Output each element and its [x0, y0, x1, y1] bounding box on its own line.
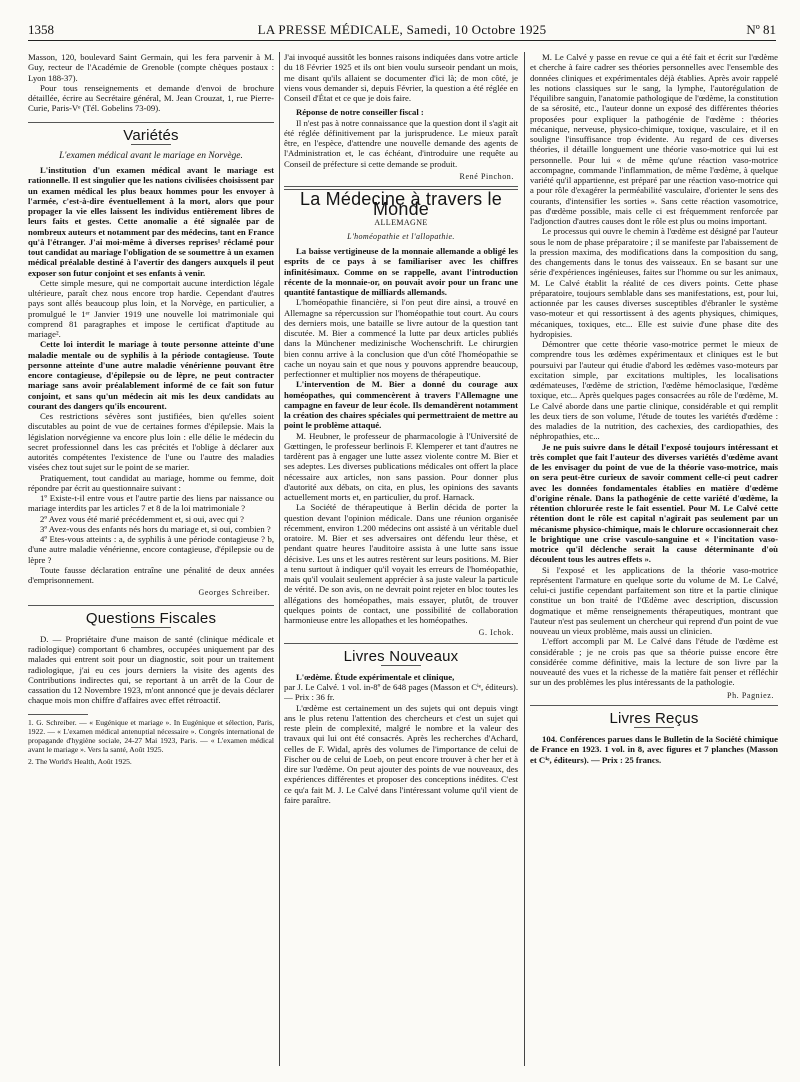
- paragraph: Pour tous renseignements et demande d'envoi de brochure détaillée, écrire au Secrétaire général, M. Jean Crouzat, 1, rue Pierre-Curie, Paris-Vᵉ (Tél. Gobelins 73-09).: [28, 82, 274, 114]
- section-title-varietes: Variétés: [123, 126, 179, 144]
- paragraph: Toute fausse déclaration entraîne une pénalité de deux années d'emprisonnement.: [28, 564, 274, 585]
- page-number: 1358: [28, 22, 54, 37]
- column-divider: [279, 52, 280, 1066]
- paragraph: D. — Propriétaire d'une maison de santé (clinique médicale et radiologique) comportant 6 chambres, occupées uniquement par des malades qui entrent soit pour un diagnostic, soit pour un traitement radiologique, j'ai eu ces jours derniers la visite des agents des Contributions indirectes qui, se reportant à un arrêt de la Cour de cassation du 12 Novembre 1923, m'ont annoncé que je devais déclarer chaque mois mon chiffre d'affaires avec effet rétroactif.: [28, 633, 274, 706]
- column-2: [284, 52, 518, 1076]
- title-rule: [131, 627, 171, 628]
- paragraph: L'intervention de M. Bier a donné du courage aux homéopathes, qui commencèrent à travers l'Allemagne une campagne en faveur de leur école. Ils demandèrent notamment la création des chaires spéciales qui permettraient de mettre au point le problème attaqué.: [284, 379, 518, 431]
- issue-number: Nº 81: [746, 22, 776, 37]
- paragraph: L'homéopathie financière, si l'on peut dire ainsi, a trouvé en Allemagne sa répercussion sur l'homéopathie tout court. Au cours des derniers mois, une bataille se livre autour de la question tant discutée. M. Bier a commencé la lutte par deux articles publiés dans la Münchener medizinische Wochenschrift. Le chirurgien bien connu arrive à la conclusion que d'un côté l'homéopathie se cache un noyau sain et que nous y pouvons apprendre beaucoup, perfectionner et multiplier nos moyens de thérapeutique.: [284, 297, 518, 379]
- footnote: 2. The World's Health, Août 1925.: [28, 756, 132, 766]
- paragraph: L'effort accompli par M. Le Calvé dans l'étude de l'œdème est considérable ; je ne crois pas que sa théorie puisse encore être considérée comme définitive, mais la lecture de son livre par la nouveauté des vues et la richesse de la matière fait penser et réfléchir sur un des problèmes les plus intéressants de la pathologie.: [530, 636, 778, 688]
- paragraph: La baisse vertigineuse de la monnaie allemande a obligé les esprits de ce pays à se familiariser avec les chiffres infinitésimaux. Comme on se rappelle, avant l'introduction récente de la monnaie-or, on pouvait avoir pour un franc une quantité fantastique de milliards allemands.: [284, 246, 518, 297]
- paragraph: Pratiquement, tout candidat au mariage, homme ou femme, doit répondre par écrit au questionnaire suivant :: [28, 472, 274, 493]
- paragraph: Si l'exposé et les applications de la théorie vaso-motrice représentent l'armature en quelque sorte du volume de M. Le Calvé, celui-ci justifie cependant parfaitement son titre et la partie clinique constitue un bon traité de l'Œdème avec description, discussion dogmatique et même renseignements thérapeutiques, montrant que l'auteur n'est pas seulement un chercheur qui reprend d'un point de vue nouveau un vieux problème, mais aussi un clinicien.: [530, 564, 778, 636]
- paragraph: L'œdème est certainement un des sujets qui ont depuis vingt ans le plus retenu l'attention des chercheurs et c'est un sujet qui reste plein de complexité, malgré le nombre et la valeur des travaux qui lui ont été consacrés. Après les recherches d'Achard, celles de F. Widal, après des volumes de l'importance de celui de Fischer ou de celui de Loeb, on peut encore trouver à cher her et à dire sur l'œdème. On peut ajouter des points de vue nouveaux, des expériences différentes et proposer des conceptions inédites. C'est ce qu'a fait M. J. Le Calvé dans l'intéressant volume qu'il vient de faire paraître.: [284, 702, 518, 805]
- paragraph: Il n'est pas à notre connaissance que la question dont il s'agit ait été réglée définitivement par la jurisprudence. Le mieux paraît être, en l'espèce, d'attendre une nouvelle demande des agents de l'Administration et, le cas échéant, d'introduire une requête au Conseil de préfecture si cette demande se produit.: [284, 117, 518, 169]
- article-subtitle: L'examen médical avant le mariage en Norvège.: [59, 150, 243, 161]
- section-rule: [28, 605, 274, 606]
- paragraph: Je ne puis suivre dans le détail l'exposé toujours intéressant et très complet que fait l'auteur des diverses variétés d'œdème avant de les envisager du point de vue de la théorie vaso-motrice, mais on sera peut-être curieux de savoir comment celle-ci peut cadrer avec les données fondamentales établies en matière d'œdème d'origine rénale. Dans la pathogénie de cette variété d'œdème, la rétention chlorurée reste le fait essentiel. Pour M. Le Calvé cette rétention dont le rôle est capital n'agirait pas seulement par un mécanisme physico-chimique, mais le chlorure occasionnerait chez le brightique une crise vasculo-sanguine et « l'incitation vaso-motrice qu'il déclenche serait la cause déterminante d'où découlent tous les autres effets ».: [530, 441, 778, 565]
- title-rule: [381, 665, 421, 666]
- column-3: [530, 52, 778, 1076]
- column-divider: [524, 52, 525, 1066]
- paragraph: Masson, 120, boulevard Saint Germain, qui les fera parvenir à M. Guy, recteur de l'Académie de Grenoble (compte chèques postaux : Lyon 188-37).: [28, 52, 274, 83]
- paragraph: Démontrer que cette théorie vaso-motrice permet le mieux de comprendre tous les œdèmes expérimentaux et cliniques est le but poursuivi par l'auteur qui étudie d'abord les œdèmes vaso-moteurs par excitation simple, par excitations multiples, les localisations œdémateuses, l'œdème de striction, l'œdème hémoclasique, l'œdème toxique, etc... Après quelques pages consacrées au rôle de l'œdème, M. Le Calvé aborde dans une partie clinique, considérable et qui remplit les deux tiers de son volume, l'étude de toutes les variétés d'œdème : des maladies de la nutrition, des cachexies, des cardiopathies, des néphropathies, etc...: [530, 339, 778, 442]
- paragraph: Cette loi interdit le mariage à toute personne atteinte d'une maladie mentale ou de syphilis à la période contagieuse. Toute personne atteinte d'une autre maladie vénérienne pouvant être encore contagieuse, d'épilepsie ou de lèpre, ne peut contracter mariage sans avoir préalablement informé de ce fait son futur conjoint, et sans qu'un médecin ait mis les deux candidats au courant des dangers qu'ils encourent.: [28, 339, 274, 411]
- section-title-recus: Livres Reçus: [609, 709, 699, 727]
- signature: G. Ichok.: [478, 628, 514, 638]
- section-title-medecine: La Médecine à travers le Monde: [300, 189, 502, 220]
- paragraph: M. Heubner, le professeur de pharmacologie à l'Université de Gœttingen, le professeur berlinois F. Klemperer et tant d'autres ne tardèrent pas à engager une lutte assez violente contre M. Bier et ses adeptes. Les diverses publications médicales ont offert la place nécessaire aux articles, non sans passion. Pour donner plus d'autorité aux débats, on cita, en plus, les opinions des savants actuellement morts et, en particulier, du prof. Harnack.: [284, 430, 518, 502]
- title-rule: [131, 144, 171, 145]
- page-header: [28, 18, 776, 41]
- footnote: 1. G. Schreiber. — « Eugénique et mariage ». In Eugénique et sélection, Paris, 1922. — « L'examen médical antenuptial nécessaire ». Congrès international de propagande d'hygiène sociale, 24-27 Mai 1923, Paris. — « L'examen médical avant le mariage ». Vers la santé, Août 1925.: [28, 717, 274, 754]
- signature: Georges Schreiber.: [198, 588, 270, 598]
- section-rule: [284, 186, 518, 187]
- publication-title: LA PRESSE MÉDICALE, Samedi, 10 Octobre 1925: [257, 22, 547, 37]
- title-rule: [634, 727, 674, 728]
- paragraph: J'ai invoqué aussitôt les bonnes raisons indiquées dans votre article du 18 Février 1925 et ils ont bien voulu surseoir pendant un mois, me disant qu'ils allaient se documenter d'ici là; de mon côté, je viens vous demander si, depuis Février, la question a été réglée en Conseil d'État et ce que je dois faire.: [284, 52, 518, 103]
- section-title-fiscales: Questions Fiscales: [85, 609, 217, 627]
- country-label: ALLEMAGNE: [374, 217, 428, 227]
- paragraph: 1º Existe-t-il entre vous et l'autre partie des liens par naissance ou mariage interdits par les articles 7 et 8 de la loi matrimoniale ?: [28, 493, 274, 514]
- paragraph: Le processus qui ouvre le chemin à l'œdème est désigné par l'auteur sous le nom de phase préparatoire ; il se manifeste par l'abaissement de la pression maxima, des modifications dans la composition du sang, des changements dans le tonus des vaisseaux. En se basant sur une série d'expériences ingénieuses, faites sur l'homme ou sur les animaux, M. Le Calvé établit la réalité de ces divers points. Cette phase préparatoire, toujours semblable dans ses manifestations, est, pour lui, actionnée par les causes diverses susceptibles d'ébranler le système vaso-moteur et qui ressortissent à des agents physiques, chimiques, mécaniques, toxiques, etc... Elle est suivie d'une phase dite des hydropisies.: [530, 226, 778, 339]
- paragraph: Cette simple mesure, qui ne comportait aucune interdiction légale ultérieure, paraît chez nous encore trop hardie. Cependant d'autres pays sont allés beaucoup plus loin, et la Norvège, en particulier, a promulgué le 1ᵉʳ Janvier 1919 une nouvelle loi matrimoniale qui comprend 81 paragraphes et impose le certificat d'aptitude au mariage².: [28, 277, 274, 339]
- paragraph: L'institution d'un examen médical avant le mariage est rationnelle. Il est singulier que les nations civilisées choisissent par un examen médical les plus beaux hommes pour les envoyer à l'armée, c'est-à-dire éventuellement à la mort, alors que pour propager la vie elles laissent les individus entièrement libres de leurs faits et gestes. Cette anomalie a été signalée par de nombreux auteurs et notamment par des médecins, tant en France qu'à l'étranger. J'ai moi-même à diverses reprises¹ réclamé pour tout candidat au mariage l'obligation de se soumettre à un examen médical préalable destiné à l'avertir des dangers auxquels il peut exposer son futur conjoint et ses enfants à venir.: [28, 165, 274, 278]
- article-subtitle: L'homéopathie et l'allopathie.: [347, 231, 455, 241]
- section-rule: [530, 705, 778, 706]
- section-title-livres: Livres Nouveaux: [343, 647, 459, 665]
- received-entry: 104. Conférences parues dans le Bulletin de la Société chimique de France en 1923. 1 vol. in 8, avec figures et 7 planches (Masson et Cⁱᵉ, éditeurs). — Prix : 25 francs.: [530, 734, 778, 765]
- section-rule: [28, 122, 274, 123]
- reply-label: Réponse de notre conseiller fiscal :: [296, 107, 424, 118]
- paragraph: 2º Avez vous été marié précédemment et, si oui, avec qui ?: [40, 513, 244, 524]
- signature: René Pinchon.: [459, 171, 514, 181]
- section-rule: [284, 643, 518, 644]
- book-meta: par J. Le Calvé. 1 vol. in-8º de 648 pages (Masson et Cⁱᵉ, éditeurs). — Prix : 36 fr.: [284, 682, 518, 703]
- column-1: [28, 52, 274, 1076]
- paragraph: 4º Etes-vous atteints : a, de syphilis à une période contagieuse ? b, d'une autre maladie vénérienne, encore contagieuse, d'épilepsie ou de lèpre ?: [28, 534, 274, 565]
- paragraph: Ces restrictions sévères sont justifiées, bien qu'elles soient discutables au point de vue de certaines formes d'épilepsie. Mais la législation norvégienne va encore plus loin : elle délie le médecin du secret professionnel dans les cas précités et l'oblige à déclarer aux autorités compétentes l'existence de l'une ou l'autre des maladies visées chez tout sujet sur le point de se marier.: [28, 411, 274, 473]
- paragraph: La Société de thérapeutique à Berlin décida de porter la question devant l'opinion médicale. Dans une réunion organisée récemment, environ 1.200 médecins ont assisté à un véritable duel oratoire. M. Bier et ses adversaires ont défendu leur thèse, et pendant quatre heures l'auditoire assista à une lutte sans issue décisive. Les uns et les autres restèrent sur leurs positions. M. Bier a tenu surtout à indiquer qu'il voyait les erreurs de l'homéopathie, mais qu'il voulait seulement apprécier à sa juste valeur la particule de vérité. De son avis, on ne devrait point rejeter en bloc toutes les allégations des homéopathes, mais essayer, plutôt, de trouver quelques points de contact, une possibilité de collaboration harmonieuse entre les allopathes et les homéopathes.: [284, 502, 518, 625]
- paragraph: M. Le Calvé y passe en revue ce qui a été fait et écrit sur l'œdème et cherche à faire cadrer ses théories personnelles avec l'ensemble des données cliniques et expérimentales déjà établies. Après avoir rappelé les notions classiques sur le sang, la lymphe, l'autorégulation de l'équilibre sanguin, l'anatomie pathologique de l'œdème, la constitution de sa sérosité, etc., l'auteur donne un exposé des différentes théories proposées pour expliquer la pathogénie de l'œdème : théories mécanique, nerveuse, physico-chimique, toxique, vasculaire, et il en souligne l'insuffisance trop évidente. Au regard de ces diverses théories, il détaille longuement une théorie vaso-motrice qui lui est personnelle. Pour lui « de même qu'une réaction vaso-motrice accompagne, commande l'inflammation, de même l'œdème, à quelque variété qu'il appartienne, est préparé par une réaction vaso-motrice qui a pour rôle d'exagérer la perméabilité vasculaire, d'orienter le sens des courants, d'intensifier les sorties ». Sans cette réaction vasomotrice, pas d'œdème possible, mais celle ci est fréquemment renforcée par l'adjonction d'autres causes dont le rôle est plus ou moins important.: [530, 52, 778, 226]
- book-title: L'œdème. Étude expérimentale et clinique,: [296, 671, 455, 682]
- footnote-rule: [28, 714, 88, 715]
- paragraph: 3º Avez-vous des enfants nés hors du mariage et, si oui, combien ?: [40, 523, 271, 534]
- signature: Ph. Pagniez.: [727, 690, 774, 700]
